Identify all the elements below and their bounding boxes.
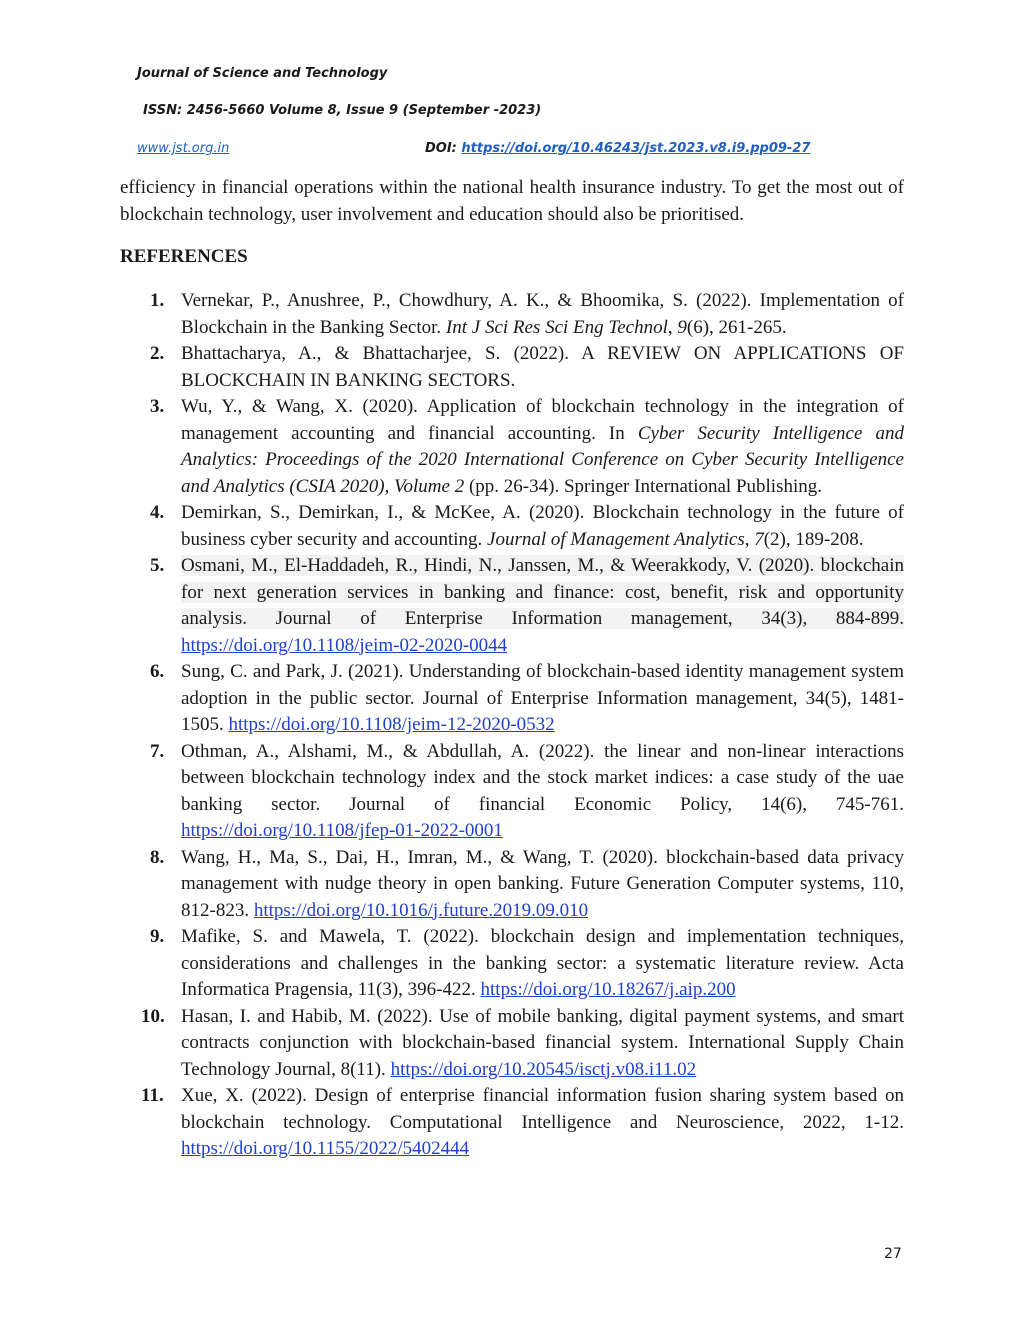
reference-doi-link[interactable]: https://doi.org/10.1016/j.future.2019.09.010 [253,899,589,921]
reference-item [122,394,904,500]
reference-doi-link[interactable]: https://doi.org/10.18267/j.aip.200 [480,979,736,1000]
reference-item [122,288,904,341]
reference-doi-link[interactable]: https://doi.org/10.1108/jeim-02-2020-0044 [181,634,508,656]
reference-item [122,1004,904,1084]
reference-item [122,1083,904,1163]
reference-number: 5. [150,555,165,576]
reference-number: 7. [150,740,165,762]
reference-text: Xue, X. (2022). Design of enterprise financial information fusion sharing system based on blockchain technology. Computational Intelligence and Neuroscience, 2022, 1-12. [181,1085,904,1133]
reference-text: Hasan, I. and Habib, M. (2022). Use of mobile banking, digital payment systems, and smart contracts conjunction with blockchain-based financial system. International Supply Chain Technology Journal, 8(11). [181,1005,904,1080]
reference-item [122,659,904,739]
page-number: 27 [884,1246,902,1262]
reference-text: Othman, A., Alshami, M., & Abdullah, A. (2022). the linear and non-linear interactions between blockchain technology index and the stock market indices: a case study of the uae banking sector. Journal of financial Economic Policy, 14(6), 745-761. [181,740,904,815]
journal-title: Journal of Science and Technology [137,66,388,81]
reference-doi-link[interactable]: https://doi.org/10.20545/isctj.v08.i11.02 [390,1058,697,1080]
reference-text: Demirkan, S., Demirkan, I., & McKee, A. (2020). Blockchain technology in the future of business cyber security and accounting. Journal of Management Analytics, 7(2), 189-208. [181,502,904,550]
issn-line: ISSN: 2456-5660 Volume 8, Issue 9 (September -2023) [143,103,542,118]
doi-label: DOI: [425,141,462,156]
reference-number: 9. [150,926,165,947]
reference-item [122,500,904,553]
reference-text: Mafike, S. and Mawela, T. (2022). blockchain design and implementation techniques, considerations and challenges in the banking sector: a systematic literature review. Acta Informatica Pragensia, 11(3), 396-422. [181,926,904,1000]
doi-line [425,141,810,156]
reference-doi-link[interactable]: https://doi.org/10.1108/jfep-01-2022-0001 [181,820,503,841]
reference-number: 1. [150,290,165,311]
reference-number: 2. [150,343,165,364]
reference-text: Vernekar, P., Anushree, P., Chowdhury, A. K., & Bhoomika, S. (2022). Implementation of Blockchain in the Banking Sector. Int J Sci Res Sci Eng Technol, 9(6), 261-265. [181,290,904,338]
references-heading: REFERENCES [120,246,248,267]
reference-text: Wu, Y., & Wang, X. (2020). Application of blockchain technology in the integration of management accounting and financial accounting. In Cyber Security Intelligence and Analytics: Proceedings of the 2020 International Conference on Cyber Security Intelligence and Analytics (CSIA 2020), Volume 2 (pp. 26-34). Springer International Publishing. [181,396,904,497]
reference-item [122,341,904,394]
reference-text: Osmani, M., El-Haddadeh, R., Hindi, N., Janssen, M., & Weerakkody, V. (2020). blockchain for next generation services in banking and finance: cost, benefit, risk and opportunity analysis. Journal of Enterprise Information management, 34(3), 884-899. [181,555,904,629]
reference-number: 6. [150,661,165,682]
reference-list [122,288,904,1163]
reference-number: 11. [141,1085,164,1106]
reference-text: Wang, H., Ma, S., Dai, H., Imran, M., & Wang, T. (2020). blockchain-based data privacy management with nudge theory in open banking. Future Generation Computer systems, 110, 812-823. [181,846,904,921]
reference-number: 8. [150,846,165,868]
reference-doi-link[interactable]: https://doi.org/10.1155/2022/5402444 [181,1138,470,1159]
reference-item [122,739,904,845]
reference-text: Bhattacharya, A., & Bhattacharjee, S. (2022). A REVIEW ON APPLICATIONS OF BLOCKCHAIN IN BANKING SECTORS. [181,343,904,391]
reference-item [122,924,904,1004]
reference-item [122,845,904,925]
reference-item [122,553,904,659]
reference-number: 3. [150,396,165,417]
reference-number: 4. [150,502,165,523]
reference-doi-link[interactable]: https://doi.org/10.1108/jeim-12-2020-0532 [228,714,555,735]
doi-link[interactable]: https://doi.org/10.46243/jst.2023.v8.i9.pp09-27 [461,141,811,156]
intro-paragraph: efficiency in financial operations within the national health insurance industry. To get the most out of blockchain technology, user involvement and education should also be prioritised. [120,177,904,225]
reference-number: 10. [141,1005,165,1027]
reference-text: Sung, C. and Park, J. (2021). Understanding of blockchain-based identity management system adoption in the public sector. Journal of Enterprise Information management, 34(5), 1481-1505. [181,661,904,735]
website-link[interactable]: www.jst.org.in [137,141,230,156]
